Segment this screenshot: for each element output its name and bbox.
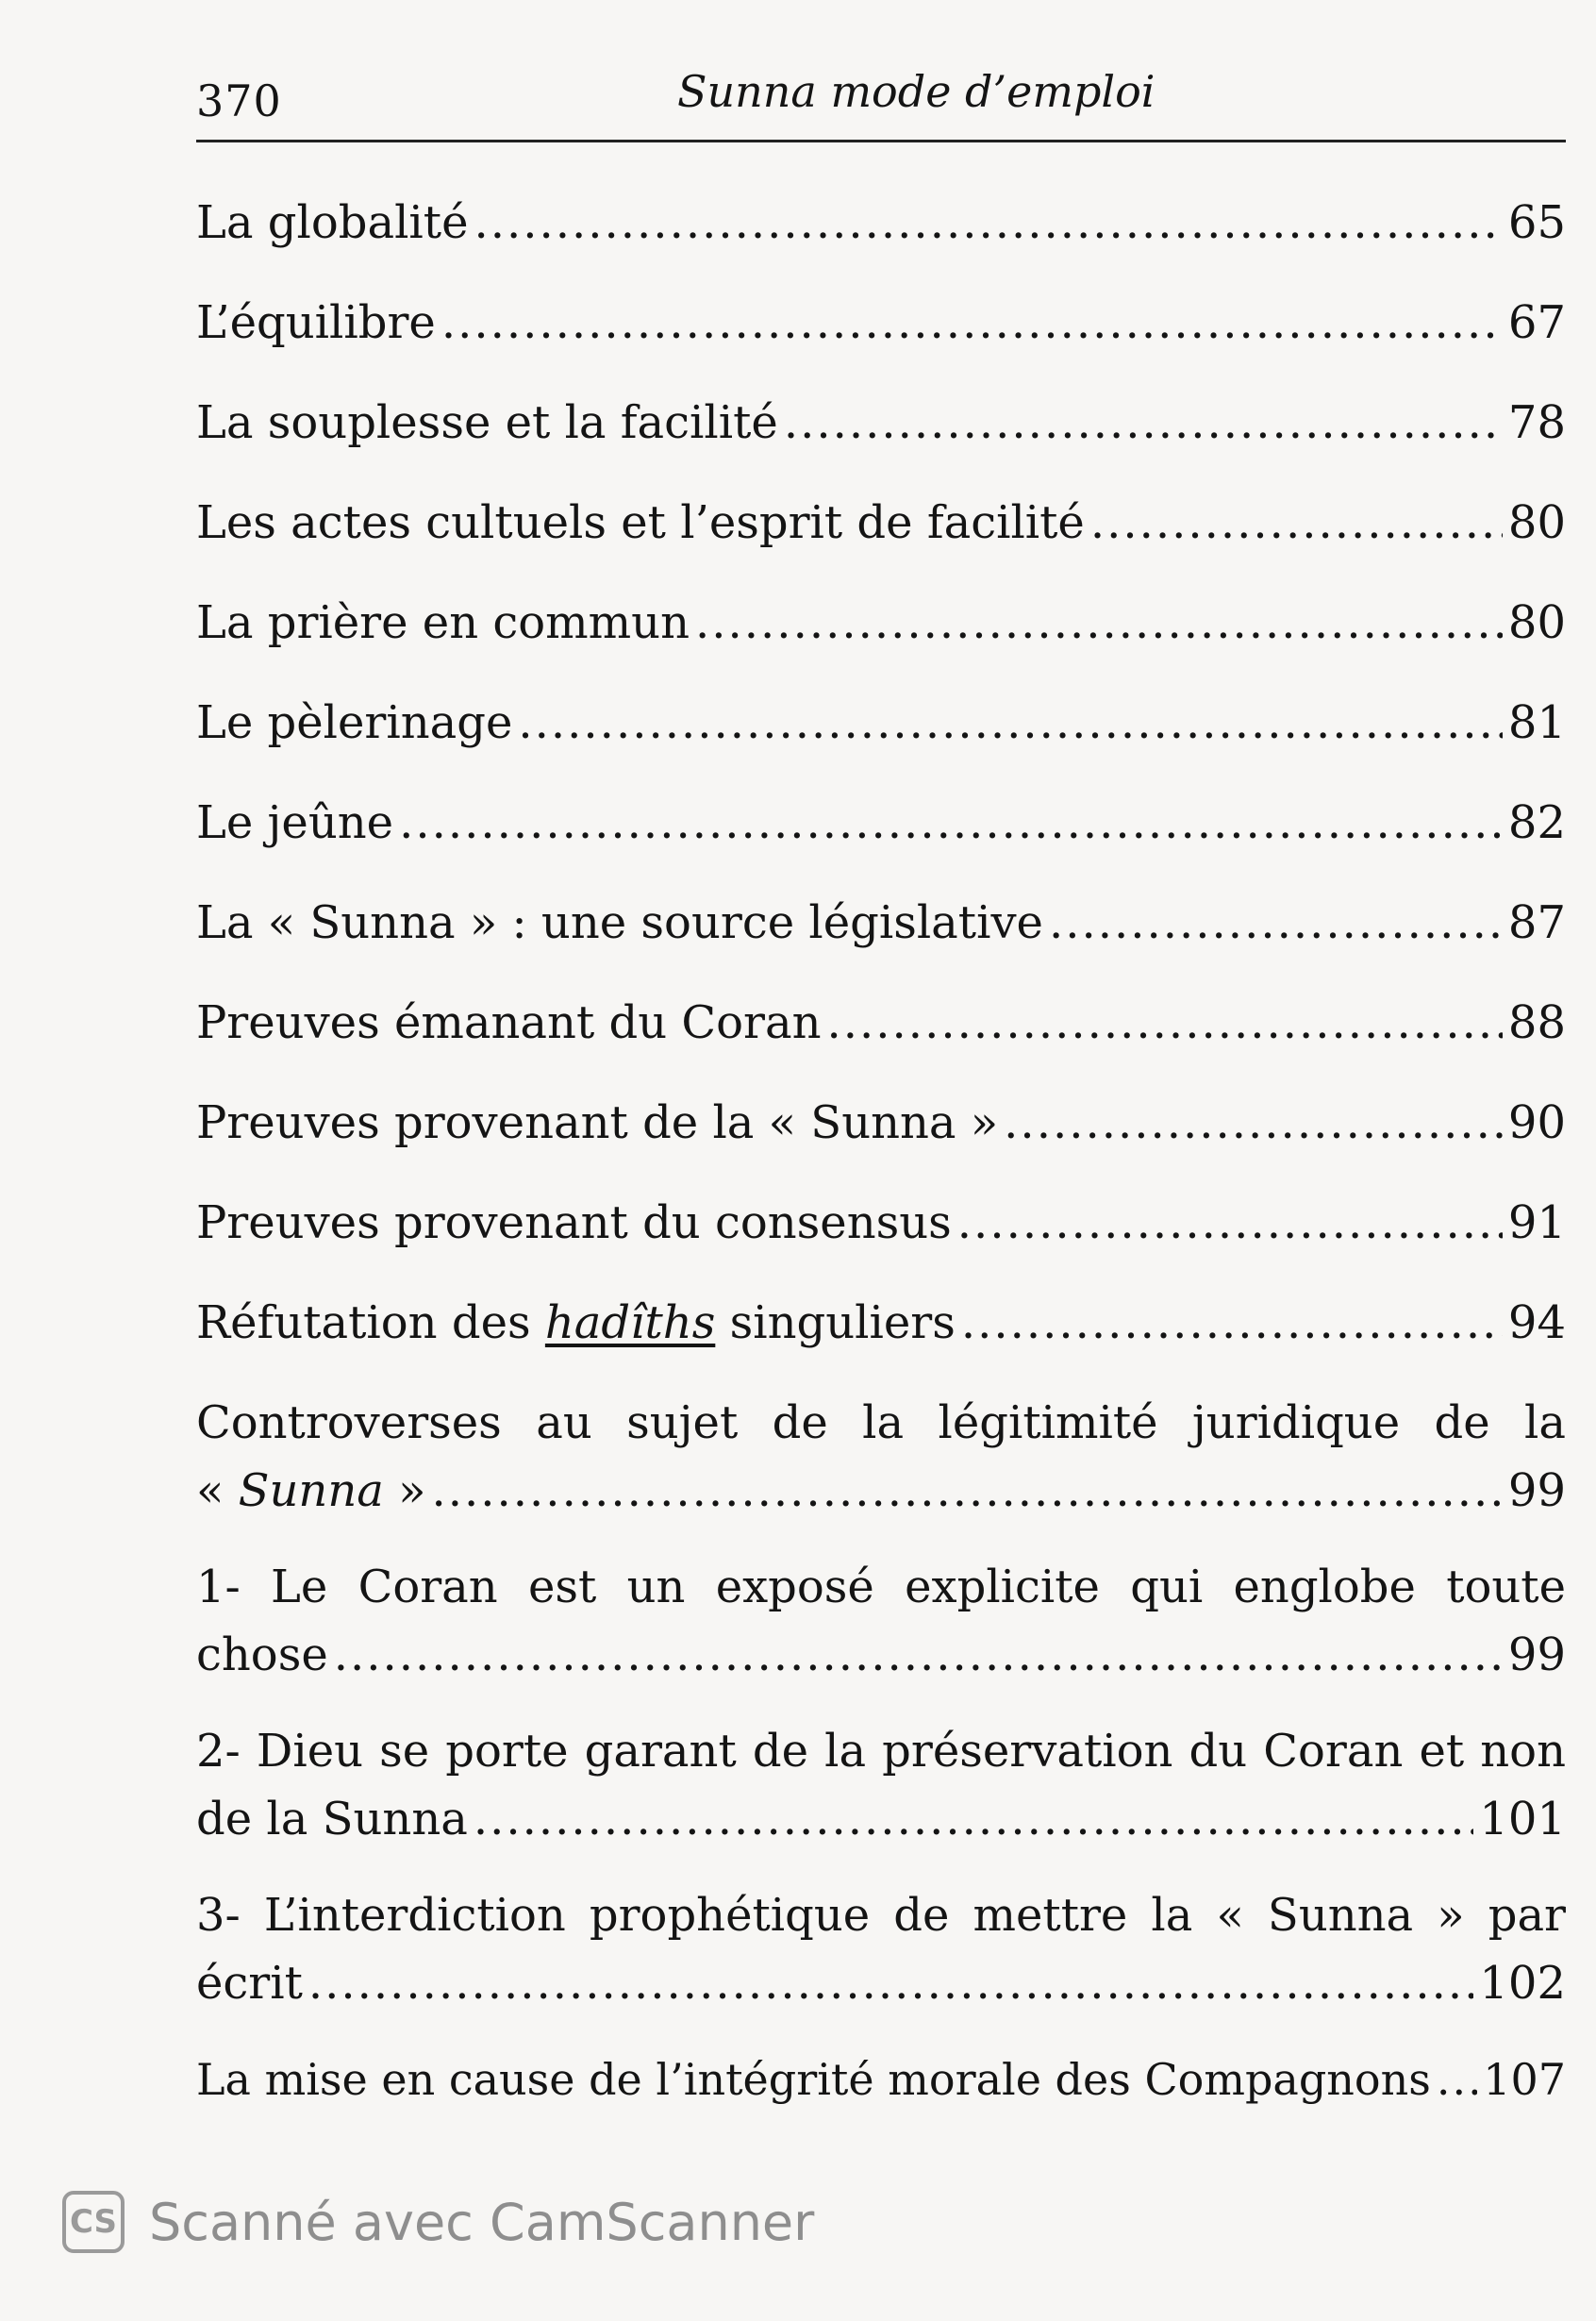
toc-entry-label: Le pèlerinage: [196, 696, 513, 749]
table-of-contents: [196, 189, 1566, 2146]
watermark-text: Scanné avec CamScanner: [149, 2192, 815, 2252]
toc-entry-label: de la Sunna: [196, 1793, 468, 1845]
toc-entry: [196, 1089, 1566, 1157]
leader-dots: [1437, 2045, 1477, 2113]
toc-entry-label: Preuves provenant de la « Sunna »: [196, 1096, 999, 1149]
toc-entry-label: Les actes cultuels et l’esprit de facilité: [196, 496, 1085, 549]
toc-entry-label: La globalité: [196, 196, 469, 249]
toc-entry: [196, 489, 1566, 557]
leader-dots: [441, 289, 1503, 357]
toc-entry-page: 67: [1507, 296, 1566, 349]
label-part: Réfutation des: [196, 1296, 531, 1349]
toc-entry: [196, 189, 1566, 257]
toc-entry-page: 101: [1479, 1793, 1566, 1845]
toc-entry: [196, 289, 1566, 357]
toc-entry-page: 80: [1507, 596, 1566, 649]
toc-entry-page: 94: [1507, 1296, 1566, 1349]
leader-dots: [695, 589, 1503, 657]
page-header: [196, 66, 1566, 142]
leader-dots: [1090, 489, 1503, 557]
leader-dots: [784, 389, 1503, 457]
leader-dots: [474, 189, 1502, 257]
leader-dots: [1049, 889, 1503, 957]
toc-entry-page: 81: [1507, 696, 1566, 749]
label-part: «: [196, 1464, 239, 1517]
scanner-watermark: [62, 2187, 814, 2257]
toc-entry: [196, 689, 1566, 757]
toc-entry-page: 99: [1507, 1464, 1566, 1517]
toc-entry-label: La « Sunna » : une source législative: [196, 896, 1043, 949]
leader-dots: [518, 689, 1503, 757]
toc-entry-page: 91: [1507, 1196, 1566, 1249]
leader-dots: [827, 989, 1503, 1057]
leader-dots: [474, 1785, 1474, 1853]
toc-entry: [196, 389, 1566, 457]
toc-entry-page: 87: [1507, 896, 1566, 949]
toc-entry-page: 107: [1483, 2054, 1566, 2105]
toc-entry: [196, 1289, 1566, 1357]
label-emphasis: hadîths: [544, 1296, 716, 1349]
toc-entry-page: 80: [1507, 496, 1566, 549]
toc-entry-label: écrit: [196, 1957, 303, 2010]
label-part: »: [383, 1464, 426, 1517]
label-emphasis: Sunna: [238, 1464, 384, 1517]
toc-entry-page: 78: [1507, 396, 1566, 449]
leader-dots: [432, 1457, 1503, 1525]
toc-entry: [196, 789, 1566, 857]
toc-entry-label: L’équilibre: [196, 296, 436, 349]
toc-entry-page: 65: [1507, 196, 1566, 249]
toc-entry-label: Preuves émanant du Coran: [196, 996, 822, 1049]
toc-entry-label: chose: [196, 1628, 328, 1681]
toc-entry-label: [196, 1289, 956, 1357]
leader-dots: [308, 1949, 1474, 2017]
toc-entry-label: La mise en cause de l’intégrité morale des Compagnons: [196, 2054, 1431, 2105]
toc-entry-label: Preuves provenant du consensus: [196, 1196, 952, 1249]
toc-entry: [196, 889, 1566, 957]
toc-entry: [196, 1553, 1566, 1689]
toc-entry-label: La prière en commun: [196, 596, 690, 649]
page-number: 370: [196, 75, 282, 126]
leader-dots: [334, 1621, 1503, 1689]
toc-entry-page: 82: [1507, 796, 1566, 849]
toc-entry: [196, 989, 1566, 1057]
toc-entry: [196, 1881, 1566, 2017]
toc-entry-page: 88: [1507, 996, 1566, 1049]
toc-entry: [196, 1389, 1566, 1525]
toc-entry-page: 102: [1479, 1957, 1566, 2010]
camscanner-logo-icon: CS: [62, 2191, 125, 2253]
toc-entry-line: Controverses au sujet de la légitimité juridique de la: [196, 1396, 1566, 1449]
toc-entry-label: La souplesse et la facilité: [196, 396, 778, 449]
leader-dots: [1004, 1089, 1503, 1157]
toc-entry-page: 90: [1507, 1096, 1566, 1149]
toc-entry-line: 1- Le Coran est un exposé explicite qui englobe toute: [196, 1561, 1566, 1613]
toc-entry: [196, 1717, 1566, 1853]
toc-entry-label: [196, 1457, 426, 1525]
label-part: singuliers: [729, 1296, 956, 1349]
leader-dots: [961, 1289, 1503, 1357]
toc-entry-label: Le jeûne: [196, 796, 394, 849]
toc-entry-page: 99: [1507, 1628, 1566, 1681]
header-rule: [196, 140, 1566, 142]
toc-entry: [196, 2045, 1566, 2113]
running-title: Sunna mode d’emploi: [677, 66, 1155, 117]
leader-dots: [957, 1189, 1503, 1257]
toc-entry-line: 2- Dieu se porte garant de la préservation du Coran et non: [196, 1725, 1566, 1778]
toc-entry-line: 3- L’interdiction prophétique de mettre la « Sunna » par: [196, 1889, 1566, 1942]
toc-entry: [196, 1189, 1566, 1257]
leader-dots: [399, 789, 1503, 857]
toc-entry: [196, 589, 1566, 657]
